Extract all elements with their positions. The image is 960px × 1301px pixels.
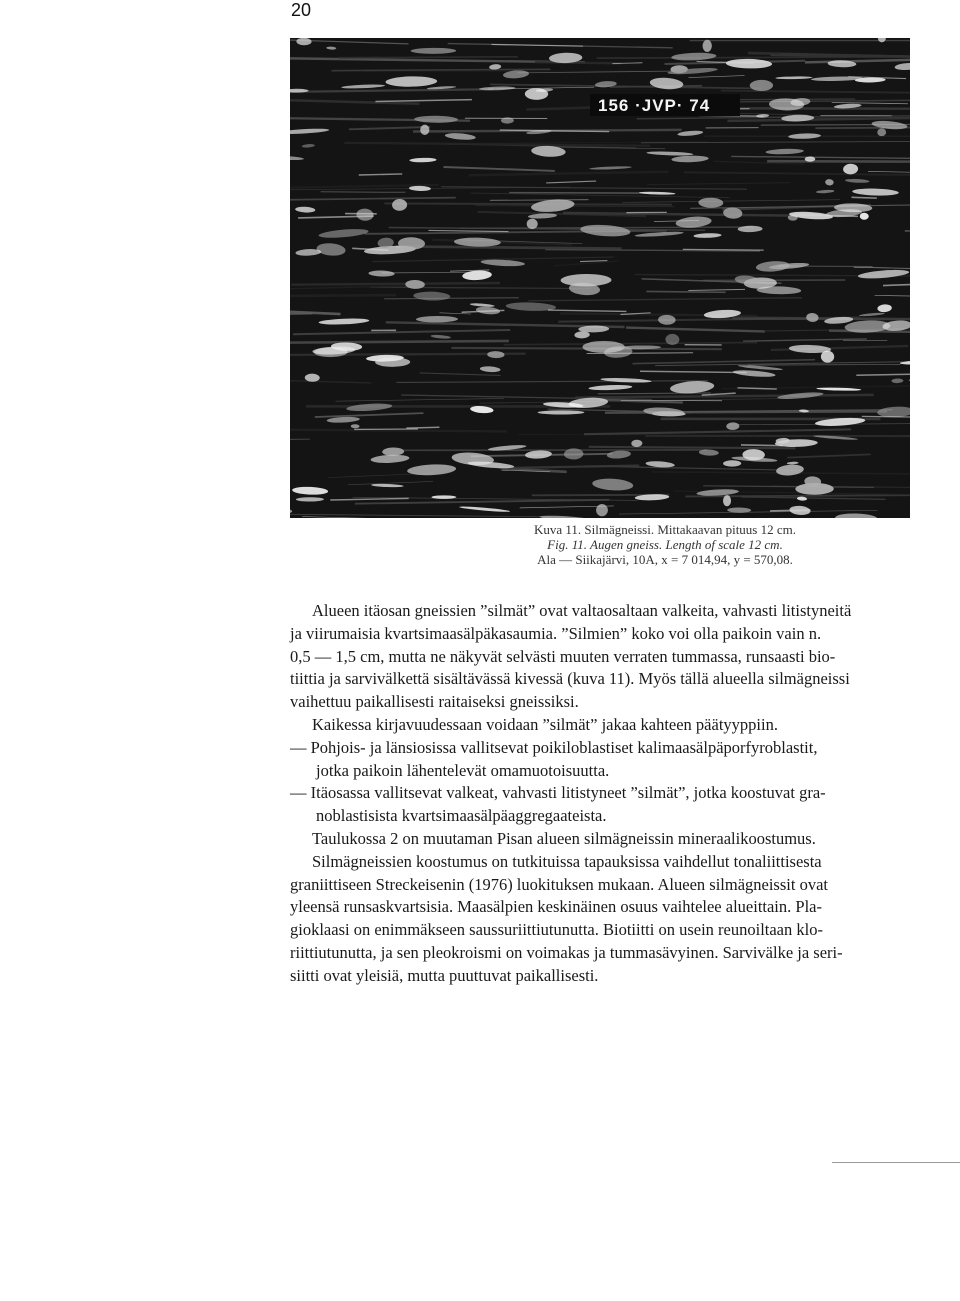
list-item: — Itäosassa vallitsevat valkeat, vahvasti litistyneet ”silmät”, jotka koostuvat gra-: [290, 783, 826, 803]
paragraph-line: tiittia ja sarvivälkettä sisältävässä kivessä (kuva 11). Myös tällä alueella silmägneissi: [290, 669, 850, 689]
paragraph-line: Silmägneissien koostumus on tutkituissa tapauksissa vaihdellut tonaliittisesta: [312, 851, 822, 871]
paragraph-line: Taulukossa 2 on muutaman Pisan alueen silmägneissin mineraalikoostumus.: [312, 828, 816, 848]
paragraph-line: Alueen itäosan gneissien ”silmät” ovat valtaosaltaan valkeita, vahvasti litistyneitä: [312, 601, 852, 620]
scale-bar-label: 156 ·JVP· 74: [598, 96, 711, 115]
paragraph-line: riittiutunutta, ja sen pleokroismi on voimakas ja tummasävyinen. Sarvivälke ja seri-: [290, 942, 843, 962]
paragraph-line: siitti ovat yleisiä, mutta puuttuvat paikallisesti.: [290, 965, 599, 985]
page-number: 20: [291, 0, 312, 20]
paragraph-line: Kaikessa kirjavuudessaan voidaan ”silmät” jakaa kahteen päätyyppiin.: [312, 714, 778, 734]
caption-english: Fig. 11. Augen gneiss. Length of scale 12 cm.: [547, 537, 783, 552]
footer-rule: [832, 1162, 960, 1163]
list-item-continuation: noblastisista kvartsimaasälpäaggregaateista.: [316, 806, 607, 826]
paragraph-line: graniittiseen Streckeisenin (1976) luokituksen mukaan. Alueen silmägneissit ovat: [290, 874, 828, 894]
paragraph-line: yleensä runsaskvartsisia. Maasälpien keskinäinen osuus vaihtelee alueittain. Pla-: [290, 897, 822, 917]
paragraph-line: ja viirumaisia kvartsimaasälpäkasaumia. ”Silmien” koko voi olla paikoin vain n.: [290, 623, 822, 643]
list-item-continuation: jotka paikoin lähentelevät omamuotoisuutta.: [316, 760, 610, 780]
figure-caption: [430, 522, 900, 567]
paragraph-line: 0,5 — 1,5 cm, mutta ne näkyvät selvästi muuten verraten tummassa, runsaasti bio-: [290, 646, 836, 666]
list-item: — Pohjois- ja länsiosissa vallitsevat poikiloblastiset kalimaasälpäporfyroblastit,: [290, 737, 818, 757]
body-text: [290, 600, 908, 988]
paragraph-line: gioklaasi on enimmäkseen saussuriittiutunutta. Biotiitti on usein reunoiltaan klo-: [290, 920, 823, 940]
caption-location: Ala — Siikajärvi, 10A, x = 7 014,94, y = 570,08.: [537, 552, 793, 567]
caption-finnish: Kuva 11. Silmägneissi. Mittakaavan pituus 12 cm.: [533, 522, 796, 537]
paragraph-line: vaihettuu paikallisesti raitaiseksi gneissiksi.: [290, 692, 579, 712]
